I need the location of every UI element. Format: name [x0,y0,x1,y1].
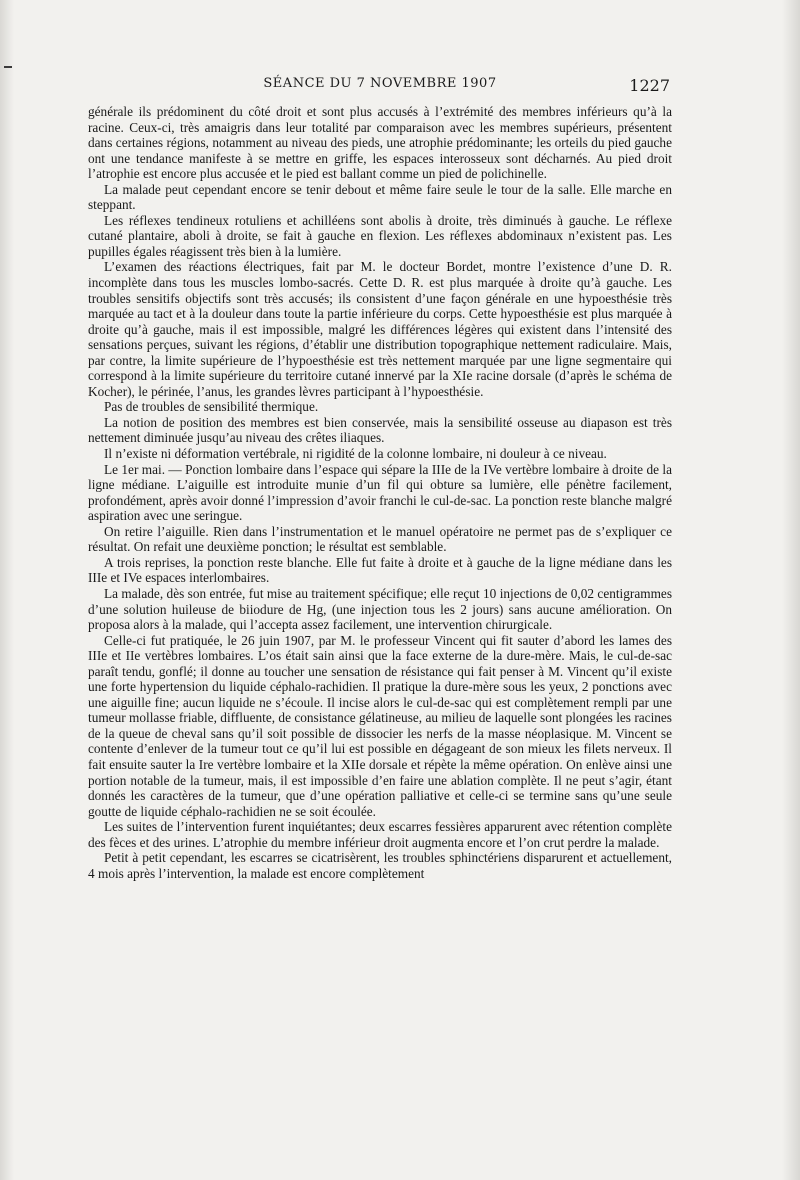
paragraph: L’examen des réactions électriques, fait par M. le docteur Bordet, montre l’existence d’une D. R. incomplète dans tous les muscles lombo-sacrés. Cette D. R. est plus marquée à droite qu’à gauche. Les troubles sensitifs objectifs sont très accusés; ils consistent d’une façon générale en une hypoesthésie très marquée au tact et à la douleur dans toute la partie inférieure du corps. Cette hypoesthésie est plus marquée à droite qu’à gauche, mais il est impossible, malgré les différences légères qui existent dans l’intensité des sensations perçues, suivant les régions, d’établir une distribution topographique nettement radiculaire. Mais, par contre, la limite supérieure de l’hypoesthésie est très nettement marquée par une ligne segmentaire qui correspond à la limite supérieure du territoire cutané innervé par la XIe racine dorsale (d’après le schéma de Kocher), le périnée, l’anus, les grandes lèvres participant à l’hypoesthésie. [88,259,672,399]
paragraph: Celle-ci fut pratiquée, le 26 juin 1907, par M. le professeur Vincent qui fit sauter d’abord les lames des IIIe et IIe vertèbres lombaires. L’os était sain ainsi que la face externe de la dure-mère. Mais, le cul-de-sac paraît tendu, gonflé; il donne au toucher une sensation de résistance qui fait penser à M. Vincent qu’il existe une forte hypertension du liquide céphalo-rachidien. Il pratique la dure-mère sous les yeux, 2 ponctions avec une aiguille fine; aucun liquide ne s’écoule. Il incise alors le cul-de-sac qui est complètement rempli par une tumeur mollasse friable, diffluente, de consistance gélatineuse, au milieu de laquelle sont plongées les racines de la queue de cheval sans qu’il soit possible de dissocier les nerfs de la masse néoplasique. M. Vincent se contente d’enlever de la tumeur tout ce qu’il lui est possible en dégageant de son mieux les filets nerveux. Il fait ensuite sauter la Ire vertèbre lombaire et la XIIe dorsale et répète la même opération. On enlève ainsi une portion notable de la tumeur, mais, il est impossible d’en faire une ablation complète. Il ne peut s’agir, étant donnés les caractères de la tumeur, que d’une opération palliative et celle-ci se termine sans qu’une seule goutte de liquide céphalo-rachidien ne se soit écoulée. [88,632,672,819]
running-head: SÉANCE DU 7 NOVEMBRE 1907 [263,76,497,91]
paragraph: La malade peut cependant encore se tenir debout et même faire seule le tour de la salle. Elle marche en steppant. [88,181,672,213]
paragraph: Petit à petit cependant, les escarres se cicatrisèrent, les troubles sphinctériens disparurent et actuellement, 4 mois après l’intervention, la malade est encore complètement [88,850,672,881]
paragraph: A trois reprises, la ponction reste blanche. Elle fut faite à droite et à gauche de la ligne médiane dans les IIIe et IVe espaces interlombaires. [88,554,672,586]
paragraph: Les réflexes tendineux rotuliens et achilléens sont abolis à droite, très diminués à gauche. Le réflexe cutané plantaire, aboli à droite, se fait à gauche en flexion. Les réflexes abdominaux n’existent pas. Les pupilles égales réagissent très bien à la lumière. [88,212,672,259]
page-header [90,76,670,96]
paragraph: La malade, dès son entrée, fut mise au traitement spécifique; elle reçut 10 injections de 0,02 centigrammes d’une solution huileuse de biiodure de Hg, (une injection tous les 2 jours) sans aucune amélioration. On proposa alors à la malade, qui l’accepta assez facilement, une intervention chirurgicale. [88,585,672,633]
paragraph: On retire l’aiguille. Rien dans l’instrumentation et le manuel opératoire ne permet pas de s’expliquer ce résultat. On refait une deuxième ponction; le résultat est semblable. [88,523,672,555]
paragraph: Il n’existe ni déformation vertébrale, ni rigidité de la colonne lombaire, ni douleur à ce niveau. [104,446,607,462]
paragraph: La notion de position des membres est bien conservée, mais la sensibilité osseuse au diapason est très nettement diminuée jusqu’au niveau des crêtes iliaques. [88,414,672,446]
scan-edge-right [782,0,800,1180]
scan-edge-left [0,0,14,1180]
scan-margin-mark [4,66,12,68]
body-text [88,104,672,881]
paragraph: Pas de troubles de sensibilité thermique. [104,399,319,415]
paragraph: générale ils prédominent du côté droit et sont plus accusés à l’extrémité des membres inférieurs qu’à la racine. Ceux-ci, très amaigris dans leur totalité par comparaison avec les membres supérieurs, présentent dans certaines régions, notamment au niveau des pieds, une atrophie prédominante; les orteils du pied gauche ont une tendance manifeste à se mettre en griffe, les espaces interosseux sont décharnés. Au pied droit l’atrophie est encore plus accusée et le pied est ballant comme un pied de polichinelle. [88,104,672,182]
paragraph: Le 1er mai. — Ponction lombaire dans l’espace qui sépare la IIIe de la IVe vertèbre lombaire à droite de la ligne médiane. L’aiguille est introduite munie d’un fil qui obture sa lumière, elle pénètre facilement, profondément, après avoir donné l’impression d’avoir franchi le cul-de-sac. La ponction reste blanche malgré aspiration avec une seringue. [88,461,672,524]
page-number: 1227 [629,76,670,95]
paragraph: Les suites de l’intervention furent inquiétantes; deux escarres fessières apparurent avec rétention complète des fèces et des urines. L’atrophie du membre inférieur droit augmenta encore et l’on crut perdre la malade. [88,819,672,850]
